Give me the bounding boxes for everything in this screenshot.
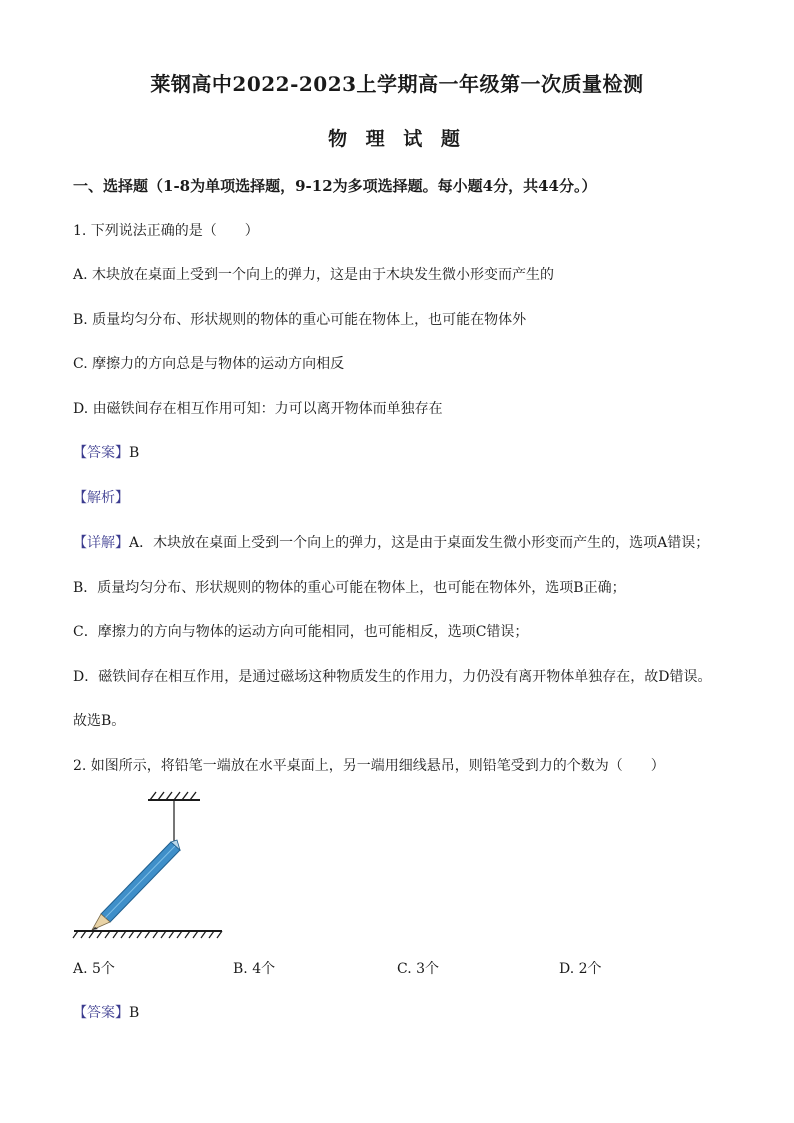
question-1-detail-b: B．质量均匀分布、形状规则的物体的重心可能在物体上，也可能在物体外，选项B正确； [73,580,626,596]
pencil [92,840,180,930]
question-2-answer [73,1003,139,1023]
question-1-detail-d: D．磁铁间存在相互作用，是通过磁场这种物质发生的作用力，力仍没有离开物体单独存在，故D错误。 [73,669,712,685]
answer-value: B [129,1005,140,1021]
question-1-answer [73,443,139,463]
question-1-option-d: D. 由磁铁间存在相互作用可知：力可以离开物体而单独存在 [73,401,443,417]
question-1-analysis-tag: 【解析】 [73,490,129,506]
question-1-detail-c: C．摩擦力的方向与物体的运动方向可能相同，也可能相反，选项C错误； [73,624,529,640]
detail-line-a: A．木块放在桌面上受到一个向上的弹力，这是由于桌面发生微小形变而产生的，选项A错误； [129,535,710,551]
section-heading: 一、选择题（1-8为单项选择题，9-12为多项选择题。每小题4分，共44分。） [73,177,597,195]
question-1-detail-a [73,533,709,553]
question-2-stem: 2. 如图所示，将铅笔一端放在水平桌面上，另一端用细线悬吊，则铅笔受到力的个数为（ ） [73,758,665,774]
answer-tag: 【答案】 [73,1005,129,1021]
ceiling-support [148,792,200,800]
question-1-option-c: C. 摩擦力的方向总是与物体的运动方向相反 [73,356,345,372]
question-1-conclusion: 故选B。 [73,713,126,729]
answer-value: B [129,445,140,461]
question-2-option-a: A. 5个 [73,961,115,977]
page-title: 莱钢高中2022-2023上学期高一年级第一次质量检测 [150,72,644,96]
pencil-figure [70,788,230,943]
question-1-option-b: B. 质量均匀分布、形状规则的物体的重心可能在物体上，也可能在物体外 [73,312,527,328]
subject-title: 物 理 试 题 [328,128,466,150]
question-1-stem: 1. 下列说法正确的是（ ） [73,223,259,239]
question-2-option-b: B. 4个 [233,961,276,977]
table-surface [73,931,222,938]
answer-tag: 【答案】 [73,445,129,461]
question-2-option-d: D. 2个 [559,961,602,977]
question-2-option-c: C. 3个 [397,961,440,977]
detail-tag: 【详解】 [73,535,129,551]
question-1-option-a: A. 木块放在桌面上受到一个向上的弹力，这是由于木块发生微小形变而产生的 [73,267,555,283]
